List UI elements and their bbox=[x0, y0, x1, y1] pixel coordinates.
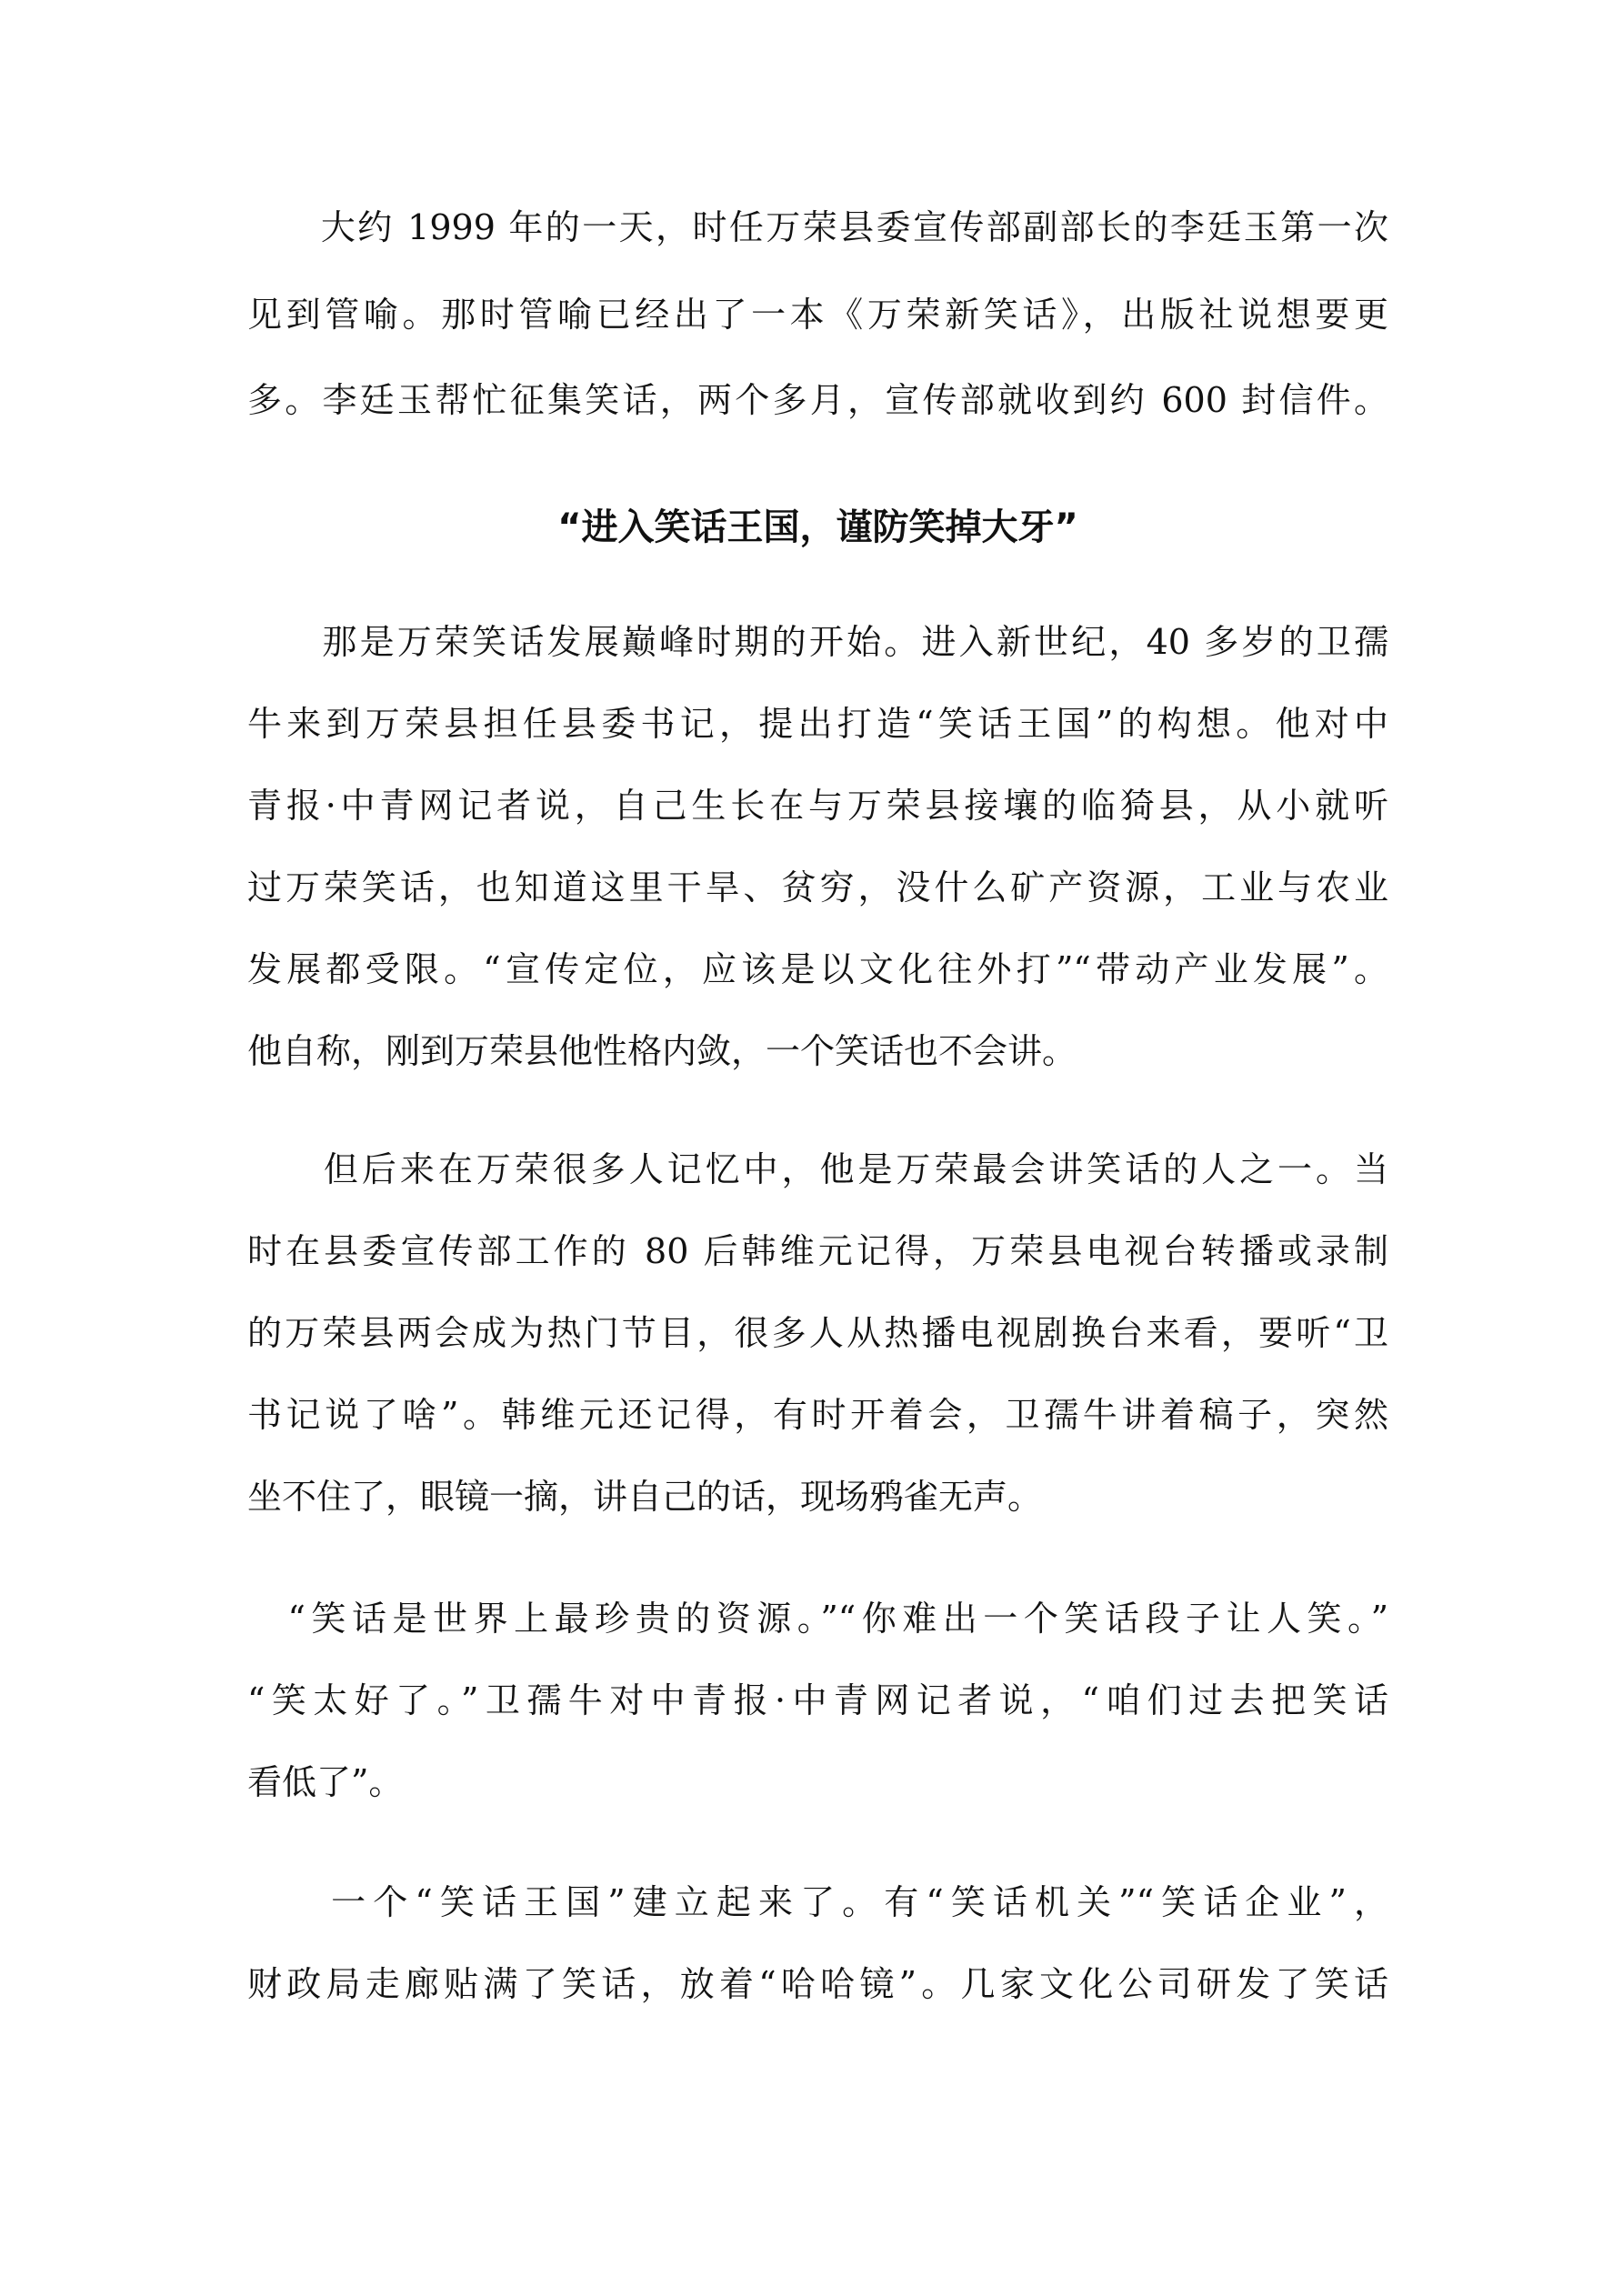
paragraph-5-line-2: 财政局走廊贴满了笑话，放着“哈哈镜”。几家文化公司研发了笑话 bbox=[247, 1964, 1388, 2004]
paragraph-2-line-3: 青报·中青网记者说，自己生长在与万荣县接壤的临猗县，从小就听 bbox=[247, 786, 1388, 826]
paragraph-1-line-1: 大约 1999 年的一天，时任万荣县委宣传部副部长的李廷玉第一次 bbox=[247, 207, 1388, 247]
paragraph-2-line-2: 牛来到万荣县担任县委书记，提出打造“笑话王国”的构想。他对中 bbox=[247, 704, 1388, 744]
paragraph-3-line-1: 但后来在万荣很多人记忆中，他是万荣最会讲笑话的人之一。当 bbox=[247, 1149, 1388, 1189]
paragraph-2-line-6: 他自称，刚到万荣县他性格内敛，一个笑话也不会讲。 bbox=[247, 1031, 1077, 1071]
paragraph-2-line-4: 过万荣笑话，也知道这里干旱、贫穷，没什么矿产资源，工业与农业 bbox=[247, 867, 1388, 907]
paragraph-3-line-3: 的万荣县两会成为热门节目，很多人从热播电视剧换台来看，要听“卫 bbox=[247, 1313, 1388, 1353]
section-heading: “进入笑话王国，谨防笑掉大牙” bbox=[557, 506, 1078, 548]
paragraph-2-line-1: 那是万荣笑话发展巅峰时期的开始。进入新世纪，40 多岁的卫孺 bbox=[247, 622, 1388, 662]
paragraph-3-line-4: 书记说了啥”。韩维元还记得，有时开着会，卫孺牛讲着稿子，突然 bbox=[247, 1395, 1388, 1435]
paragraph-3-line-2: 时在县委宣传部工作的 80 后韩维元记得，万荣县电视台转播或录制 bbox=[247, 1231, 1388, 1271]
paragraph-4-line-3: 看低了”。 bbox=[247, 1762, 404, 1802]
paragraph-4-line-2: “笑太好了。”卫孺牛对中青报·中青网记者说，“咱们过去把笑话 bbox=[247, 1680, 1388, 1720]
paragraph-3-line-5: 坐不住了，眼镜一摘，讲自己的话，现场鸦雀无声。 bbox=[247, 1477, 1043, 1517]
paragraph-2-line-5: 发展都受限。“宣传定位，应该是以文化往外打”“带动产业发展”。 bbox=[247, 949, 1388, 989]
paragraph-1-line-2: 见到管喻。那时管喻已经出了一本《万荣新笑话》，出版社说想要更 bbox=[247, 295, 1388, 335]
paragraph-4-line-1: “笑话是世界上最珍贵的资源。”“你难出一个笑话段子让人笑。” bbox=[247, 1599, 1388, 1639]
paragraph-5-line-1: 一个“笑话王国”建立起来了。有“笑话机关”“笑话企业”， bbox=[247, 1882, 1388, 1922]
paragraph-1-line-3: 多。李廷玉帮忙征集笑话，两个多月，宣传部就收到约 600 封信件。 bbox=[247, 380, 1388, 420]
